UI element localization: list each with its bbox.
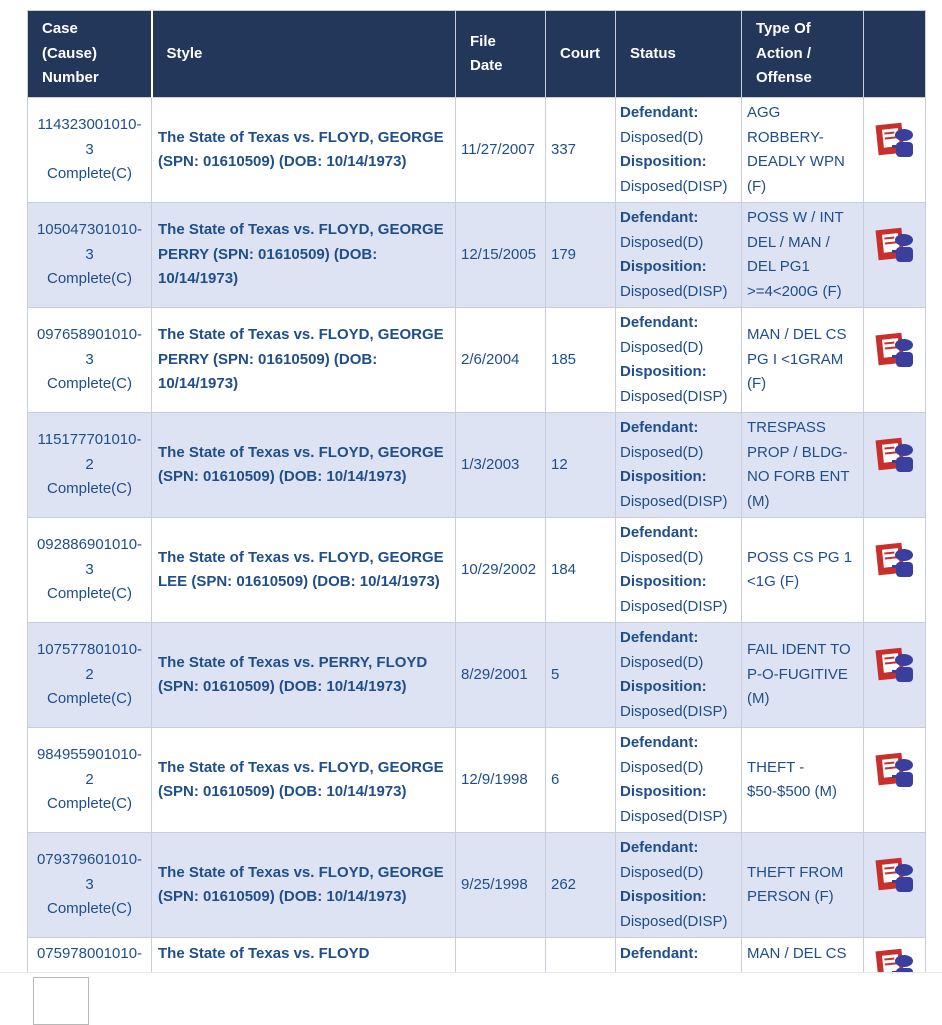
offense-text: AGG ROBBERY-DEADLY WPN (F)	[747, 104, 845, 195]
court-cell	[546, 518, 616, 623]
offense-cell	[742, 98, 864, 203]
case-status: Complete(C)	[46, 900, 133, 918]
offense-text: TRESPASS PROP / BLDG-NO FORB ENT (M)	[747, 419, 850, 510]
status-cell	[616, 98, 742, 203]
offense-cell	[742, 728, 864, 833]
offense-cell	[742, 203, 864, 308]
document-icon	[874, 120, 916, 160]
document-icon-button[interactable]	[874, 225, 916, 274]
case-number-part: 3	[85, 245, 94, 263]
disposition-status: Disposed(DISP)	[620, 807, 728, 825]
case-number-part: 107577801010-	[36, 641, 143, 659]
document-icon	[874, 330, 916, 370]
file-date: 8/29/2001	[461, 665, 528, 683]
disposition-label: Disposition:	[620, 888, 707, 905]
case-style-cell[interactable]	[152, 518, 456, 623]
header-style[interactable]: Style	[152, 11, 456, 98]
file-date: 1/3/2003	[461, 455, 520, 473]
document-icon-cell[interactable]	[864, 623, 926, 728]
defendant-label: Defendant:	[620, 314, 699, 331]
file-date-cell	[456, 413, 546, 518]
case-style-cell[interactable]	[152, 938, 456, 973]
document-icon-button[interactable]	[874, 330, 916, 379]
offense-cell	[742, 308, 864, 413]
file-date: 12/9/1998	[461, 770, 528, 788]
case-number-part: 984955901010-	[36, 746, 143, 764]
case-number-part: 097658901010-	[36, 326, 143, 344]
case-style-cell[interactable]	[152, 728, 456, 833]
case-number-part: 3	[85, 140, 94, 158]
case-results-panel	[27, 10, 926, 972]
court-cell	[546, 98, 616, 203]
case-number-cell[interactable]	[28, 938, 152, 973]
offense-cell	[742, 938, 864, 973]
disposition-label: Disposition:	[620, 468, 707, 485]
offense-cell	[742, 413, 864, 518]
table-row	[28, 98, 926, 203]
case-style-cell[interactable]	[152, 203, 456, 308]
offense-text: POSS W / INT DEL / MAN / DEL PG1 >=4<200G (F)	[747, 209, 844, 300]
status-cell	[616, 728, 742, 833]
case-style-cell[interactable]	[152, 413, 456, 518]
case-status: Complete(C)	[46, 480, 133, 498]
defendant-label: Defendant:	[620, 209, 699, 226]
status-cell	[616, 413, 742, 518]
document-icon	[874, 540, 916, 580]
case-style-cell[interactable]	[152, 308, 456, 413]
defendant-label: Defendant:	[620, 104, 699, 121]
file-date: 9/25/1998	[461, 875, 528, 893]
case-style-link[interactable]: The State of Texas vs. FLOYD, GEORGE (SPN: 01610509) (DOB: 10/14/1973)	[158, 758, 444, 800]
document-icon	[874, 645, 916, 685]
offense-text: THEFT FROM PERSON (F)	[747, 863, 844, 905]
header-status[interactable]: Status	[616, 11, 742, 98]
court-cell	[546, 728, 616, 833]
case-status: Complete(C)	[46, 795, 133, 813]
disposition-label: Disposition:	[620, 258, 707, 275]
disposition-status: Disposed(DISP)	[620, 177, 728, 195]
disposition-label: Disposition:	[620, 678, 707, 695]
case-status: Complete(C)	[46, 585, 133, 603]
case-status: Complete(C)	[46, 690, 133, 708]
status-cell	[616, 203, 742, 308]
document-icon-button[interactable]	[874, 750, 916, 799]
case-number-cell[interactable]	[28, 833, 152, 938]
document-icon-button[interactable]	[874, 435, 916, 484]
offense-text: FAIL IDENT TO P-O-FUGITIVE (M)	[747, 641, 851, 708]
court-cell	[546, 833, 616, 938]
case-number-part: 079379601010-	[36, 851, 143, 869]
court-cell	[546, 413, 616, 518]
table-row	[28, 413, 926, 518]
offense-text: MAN / DEL CS	[747, 945, 847, 962]
court-number: 12	[551, 455, 568, 473]
case-style-link[interactable]: The State of Texas vs. FLOYD, GEORGE (SPN: 01610509) (DOB: 10/14/1973)	[158, 443, 444, 485]
case-style-link[interactable]: The State of Texas vs. PERRY, FLOYD (SPN: 01610509) (DOB: 10/14/1973)	[158, 653, 428, 695]
file-date-cell	[456, 98, 546, 203]
disposition-status: Disposed(DISP)	[620, 912, 728, 930]
case-number-cell[interactable]	[28, 518, 152, 623]
court-cell	[546, 938, 616, 973]
court-number: 262	[551, 875, 577, 893]
file-date-cell	[456, 203, 546, 308]
court-cell	[546, 623, 616, 728]
disposition-label: Disposition:	[620, 783, 707, 800]
document-icon-button[interactable]	[874, 120, 916, 169]
document-icon-cell[interactable]	[864, 728, 926, 833]
header-file-date[interactable]: File Date	[456, 11, 546, 98]
case-number-cell[interactable]	[28, 728, 152, 833]
case-style-cell[interactable]	[152, 623, 456, 728]
disposition-status: Disposed(DISP)	[620, 282, 728, 300]
disposition-status: Disposed(DISP)	[620, 492, 728, 510]
file-date: 12/15/2005	[461, 245, 537, 263]
defendant-status: Disposed(D)	[620, 653, 704, 671]
disposition-status: Disposed(DISP)	[620, 387, 728, 405]
case-number-part: 2	[85, 770, 94, 788]
status-cell	[616, 308, 742, 413]
case-status: Complete(C)	[46, 270, 133, 288]
document-icon-cell[interactable]	[864, 308, 926, 413]
case-status: Complete(C)	[46, 375, 133, 393]
bottom-bar	[0, 972, 942, 1025]
court-cell	[546, 203, 616, 308]
document-icon-button[interactable]	[874, 855, 916, 904]
offense-text: THEFT - $50-$500 (M)	[747, 758, 838, 800]
offense-cell	[742, 518, 864, 623]
defendant-label: Defendant:	[620, 839, 699, 856]
file-date-cell	[456, 623, 546, 728]
header-case-number[interactable]: Case (Cause) Number	[28, 11, 152, 98]
document-icon	[874, 750, 916, 790]
case-number-cell[interactable]	[28, 413, 152, 518]
case-number-cell[interactable]	[28, 308, 152, 413]
case-number-part: 2	[85, 455, 94, 473]
case-number-part: 3	[85, 350, 94, 368]
case-number-part: 3	[85, 875, 94, 893]
court-cell	[546, 308, 616, 413]
document-icon	[874, 225, 916, 265]
court-number: 6	[551, 770, 560, 788]
document-icon-cell[interactable]	[864, 203, 926, 308]
table-row	[28, 833, 926, 938]
defendant-status: Disposed(D)	[620, 233, 704, 251]
case-style-link[interactable]: The State of Texas vs. FLOYD, GEORGE (SPN: 01610509) (DOB: 10/14/1973)	[158, 128, 444, 170]
defendant-status: Disposed(D)	[620, 338, 704, 356]
status-cell	[616, 833, 742, 938]
file-date-cell	[456, 518, 546, 623]
document-icon-cell[interactable]	[864, 413, 926, 518]
document-icon-button[interactable]	[874, 946, 916, 972]
court-number: 185	[551, 350, 577, 368]
court-number: 337	[551, 140, 577, 158]
file-date-cell	[456, 938, 546, 973]
status-cell	[616, 623, 742, 728]
defendant-status: Disposed(D)	[620, 443, 704, 461]
document-icon-cell[interactable]	[864, 98, 926, 203]
table-row	[28, 518, 926, 623]
case-style-link[interactable]: The State of Texas vs. FLOYD	[158, 945, 370, 962]
case-status: Complete(C)	[46, 165, 133, 183]
file-date-cell	[456, 308, 546, 413]
document-icon-cell[interactable]	[864, 518, 926, 623]
document-icon	[874, 855, 916, 895]
court-number: 5	[551, 665, 560, 683]
document-icon-button[interactable]	[874, 645, 916, 694]
file-date-cell	[456, 833, 546, 938]
table-header-row	[28, 11, 926, 98]
bottom-input-box[interactable]	[33, 977, 89, 1025]
document-icon	[874, 435, 916, 475]
case-number-part: 115177701010-	[37, 431, 142, 449]
case-number-cell[interactable]	[28, 98, 152, 203]
disposition-status: Disposed(DISP)	[620, 597, 728, 615]
case-style-link[interactable]: The State of Texas vs. FLOYD, GEORGE PERRY (SPN: 01610509) (DOB: 10/14/1973)	[158, 221, 444, 288]
defendant-label: Defendant:	[620, 734, 699, 751]
status-cell	[616, 938, 742, 973]
header-court[interactable]: Court	[546, 11, 616, 98]
table-row	[28, 938, 926, 973]
case-number-part: 114323001010-	[37, 116, 142, 134]
case-number-cell[interactable]	[28, 623, 152, 728]
case-results-table	[27, 10, 926, 972]
case-number-cell[interactable]	[28, 203, 152, 308]
disposition-status: Disposed(DISP)	[620, 702, 728, 720]
case-style-cell[interactable]	[152, 833, 456, 938]
defendant-label: Defendant:	[620, 629, 699, 646]
file-date: 11/27/2007	[461, 140, 535, 158]
case-style-link[interactable]: The State of Texas vs. FLOYD, GEORGE LEE (SPN: 01610509) (DOB: 10/14/1973)	[158, 548, 444, 590]
defendant-status: Disposed(D)	[620, 548, 704, 566]
table-row	[28, 203, 926, 308]
court-number: 179	[551, 245, 577, 263]
disposition-label: Disposition:	[620, 363, 707, 380]
case-number-part: 075978001010-	[36, 945, 143, 962]
case-style-link[interactable]: The State of Texas vs. FLOYD, GEORGE (SPN: 01610509) (DOB: 10/14/1973)	[158, 863, 444, 905]
case-number-part: 3	[85, 560, 94, 578]
document-icon-button[interactable]	[874, 540, 916, 589]
offense-text: MAN / DEL CS PG I <1GRAM (F)	[747, 326, 847, 393]
disposition-label: Disposition:	[620, 573, 707, 590]
file-date-cell	[456, 728, 546, 833]
offense-cell	[742, 833, 864, 938]
defendant-label: Defendant:	[620, 945, 699, 962]
case-number-part: 105047301010-	[36, 221, 143, 239]
file-date: 10/29/2002	[461, 560, 537, 578]
defendant-label: Defendant:	[620, 419, 699, 436]
file-date: 2/6/2004	[461, 350, 520, 368]
offense-cell	[742, 623, 864, 728]
case-style-link[interactable]: The State of Texas vs. FLOYD, GEORGE PERRY (SPN: 01610509) (DOB: 10/14/1973)	[158, 326, 444, 393]
table-row	[28, 623, 926, 728]
document-icon-cell[interactable]	[864, 833, 926, 938]
table-row	[28, 308, 926, 413]
disposition-label: Disposition:	[620, 153, 707, 170]
case-number-part: 2	[85, 665, 94, 683]
court-number: 184	[551, 560, 577, 578]
document-icon-cell[interactable]	[864, 938, 926, 973]
status-cell	[616, 518, 742, 623]
header-document	[864, 11, 926, 98]
document-icon	[874, 946, 916, 972]
defendant-status: Disposed(D)	[620, 863, 704, 881]
table-row	[28, 728, 926, 833]
case-number-part: 092886901010-	[36, 536, 143, 554]
defendant-status: Disposed(D)	[620, 758, 704, 776]
offense-text: POSS CS PG 1 <1G (F)	[747, 548, 853, 590]
header-action-offense[interactable]: Type Of Action / Offense	[742, 11, 864, 98]
defendant-status: Disposed(D)	[620, 128, 704, 146]
case-style-cell[interactable]	[152, 98, 456, 203]
defendant-label: Defendant:	[620, 524, 699, 541]
